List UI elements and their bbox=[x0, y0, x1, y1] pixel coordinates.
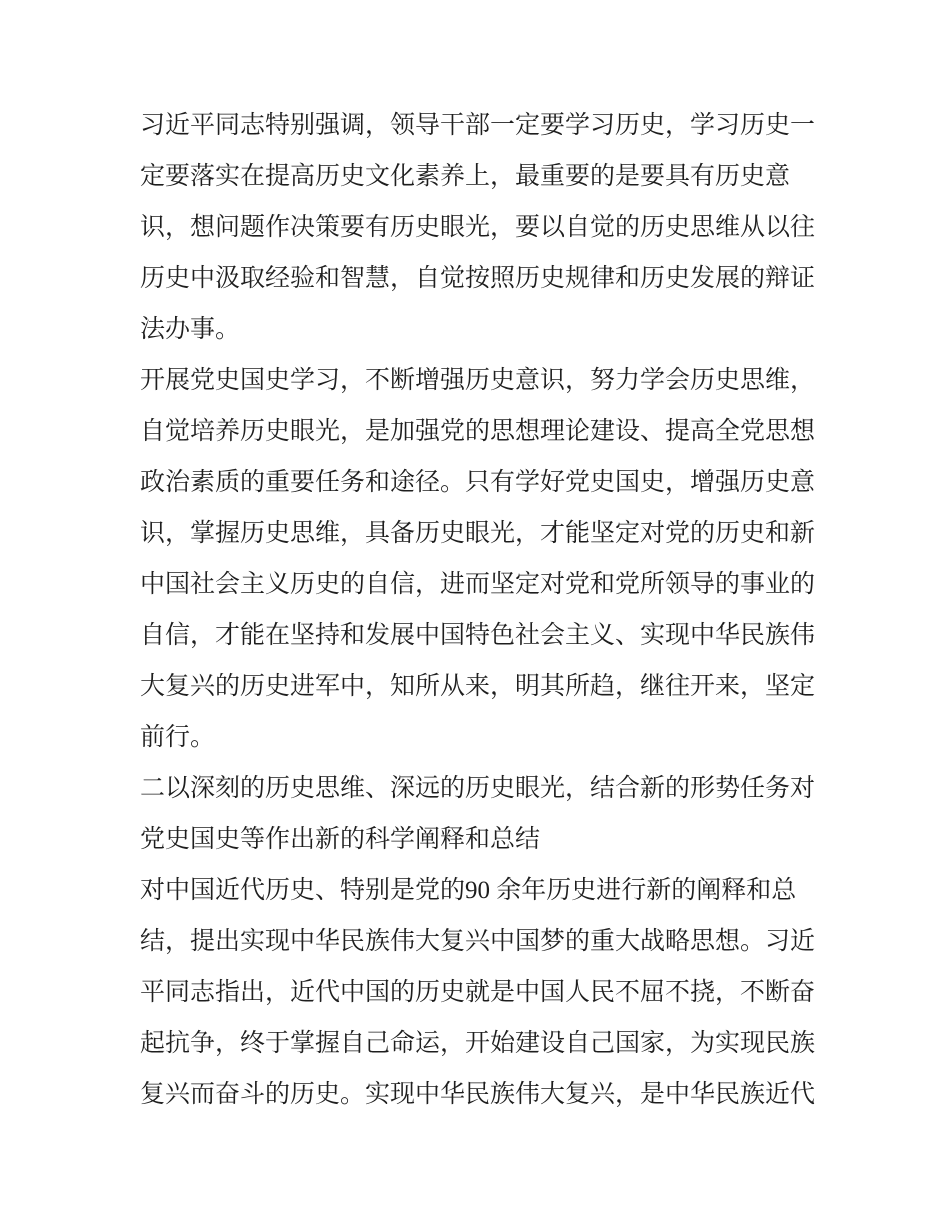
text-line: 二以深刻的历史思维、深远的历史眼光，结合新的形势任务对 bbox=[140, 775, 816, 802]
text-line: 自信，才能在坚持和发展中国特色社会主义、实现中华民族伟 bbox=[140, 622, 816, 649]
text-line: 习近平同志特别强调，领导干部一定要学习历史，学习历史一 bbox=[140, 112, 816, 139]
text-line: 历史中汲取经验和智慧，自觉按照历史规律和历史发展的辩证 bbox=[140, 265, 816, 292]
text-line: 对中国近代历史、特别是党的90 余年历史进行新的阐释和总 bbox=[140, 877, 797, 904]
text-line: 党史国史等作出新的科学阐释和总结 bbox=[140, 826, 541, 853]
paragraph-section-two-heading bbox=[140, 763, 820, 865]
text-line: 平同志指出，近代中国的历史就是中国人民不屈不挠，不断奋 bbox=[140, 979, 816, 1006]
text-line: 复兴而奋斗的历史。实现中华民族伟大复兴，是中华民族近代 bbox=[140, 1081, 816, 1108]
text-line: 法办事。 bbox=[140, 316, 241, 343]
text-line: 识，想问题作决策要有历史眼光，要以自觉的历史思维从以往 bbox=[140, 214, 816, 241]
paragraph-party-history-study bbox=[140, 355, 820, 763]
text-line: 中国社会主义历史的自信，进而坚定对党和党所领导的事业的 bbox=[140, 571, 816, 598]
text-line: 定要落实在提高历史文化素养上，最重要的是要具有历史意 bbox=[140, 163, 791, 190]
text-line: 政治素质的重要任务和途径。只有学好党史国史，增强历史意 bbox=[140, 469, 816, 496]
text-line: 大复兴的历史进军中，知所从来，明其所趋，继往开来，坚定 bbox=[140, 673, 816, 700]
paragraph-history-learning bbox=[140, 100, 820, 355]
text-line: 起抗争，终于掌握自己命运，开始建设自己国家，为实现民族 bbox=[140, 1030, 816, 1057]
paragraph-modern-history bbox=[140, 865, 820, 1120]
text-line: 开展党史国史学习，不断增强历史意识，努力学会历史思维， bbox=[140, 367, 816, 394]
text-line: 前行。 bbox=[140, 724, 216, 751]
text-line: 结，提出实现中华民族伟大复兴中国梦的重大战略思想。习近 bbox=[140, 928, 816, 955]
text-line: 识，掌握历史思维，具备历史眼光，才能坚定对党的历史和新 bbox=[140, 520, 816, 547]
text-line: 自觉培养历史眼光，是加强党的思想理论建设、提高全党思想 bbox=[140, 418, 816, 445]
